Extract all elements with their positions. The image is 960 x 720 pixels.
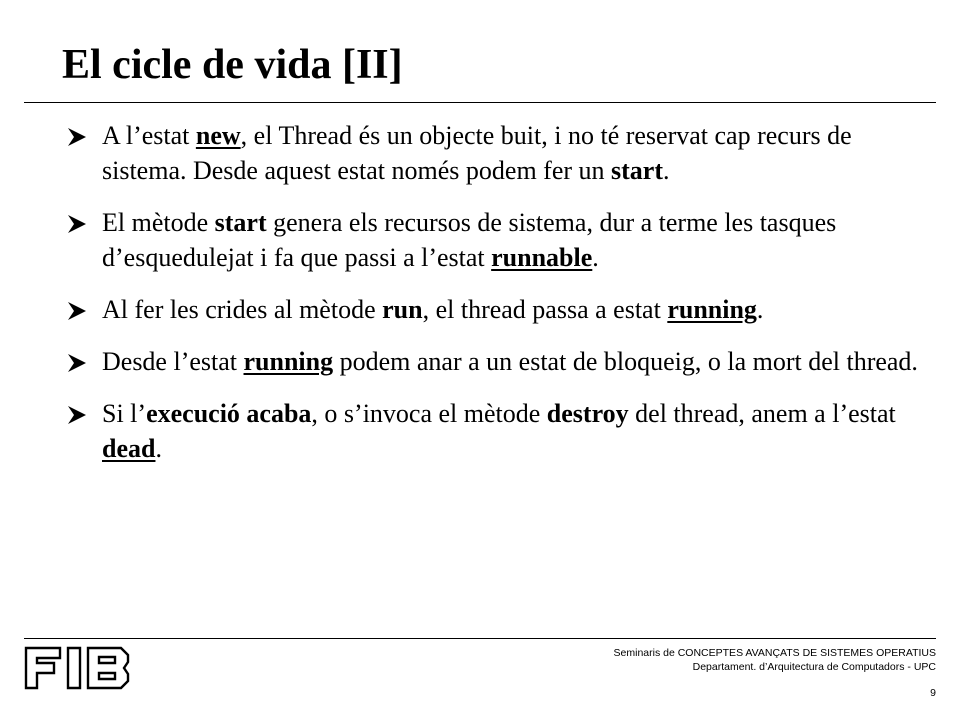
bullet-text: . <box>756 295 764 324</box>
bullet-text: , el thread passa a estat <box>422 295 668 324</box>
bullet-text: . <box>592 243 599 272</box>
footer-divider <box>24 638 936 639</box>
arrow-bullet-icon <box>66 405 88 425</box>
bullet-item <box>66 292 928 327</box>
bullet-text: del thread, anem a l’estat <box>628 399 896 428</box>
bullet-list <box>66 118 928 483</box>
slide-title: El cicle de vida [II] <box>62 42 403 88</box>
bullet-item <box>66 344 928 379</box>
bullet-text: , el Thread és un objecte buit, i no té reservat cap recurs de sistema. Desde aquest estat només podem fer un <box>102 121 852 185</box>
arrow-bullet-icon <box>66 127 88 147</box>
page-number: 9 <box>930 687 936 699</box>
bullet-text: . <box>663 156 670 185</box>
bullet-text: Al fer les crides al mètode <box>102 295 383 324</box>
keyword-runnable: runnable <box>491 243 593 272</box>
title-divider <box>24 102 936 103</box>
arrow-bullet-icon <box>66 214 88 234</box>
arrow-bullet-icon <box>66 353 88 373</box>
bullet-item <box>66 396 928 466</box>
bullet-text: . <box>155 434 162 463</box>
bullet-text: , o s’invoca el mètode <box>311 399 547 428</box>
bullet-text: Si l’ <box>102 399 147 428</box>
bullet-text: podem anar a un estat de bloqueig, o la mort del thread. <box>333 347 918 376</box>
keyword-running: running <box>667 295 757 324</box>
bullet-text: genera els recursos de sistema, dur a terme les tasques d’esquedulejat i fa que passi a l’estat <box>102 208 837 272</box>
keyword-dead: dead <box>102 434 156 463</box>
bullet-text: Desde l’estat <box>102 347 244 376</box>
keyword-running: running <box>243 347 334 376</box>
bullet-item <box>66 205 928 275</box>
fib-logo <box>24 646 132 690</box>
keyword-destroy: destroy <box>546 399 629 428</box>
arrow-bullet-icon <box>66 301 88 321</box>
keyword-start: start <box>611 156 664 185</box>
footer-department-line: Departament. d’Arquitectura de Computadors - UPC <box>692 661 936 673</box>
keyword-new: new <box>195 121 241 150</box>
bullet-item <box>66 118 928 188</box>
footer <box>614 646 936 700</box>
bullet-text: A l’estat <box>102 121 196 150</box>
keyword-run: run <box>382 295 423 324</box>
bullet-text: El mètode <box>102 208 215 237</box>
keyword-start: start <box>214 208 267 237</box>
footer-seminar-line: Seminaris de CONCEPTES AVANÇATS DE SISTEMES OPERATIUS <box>613 647 936 659</box>
keyword-execucio-acaba: execució acaba <box>146 399 312 428</box>
